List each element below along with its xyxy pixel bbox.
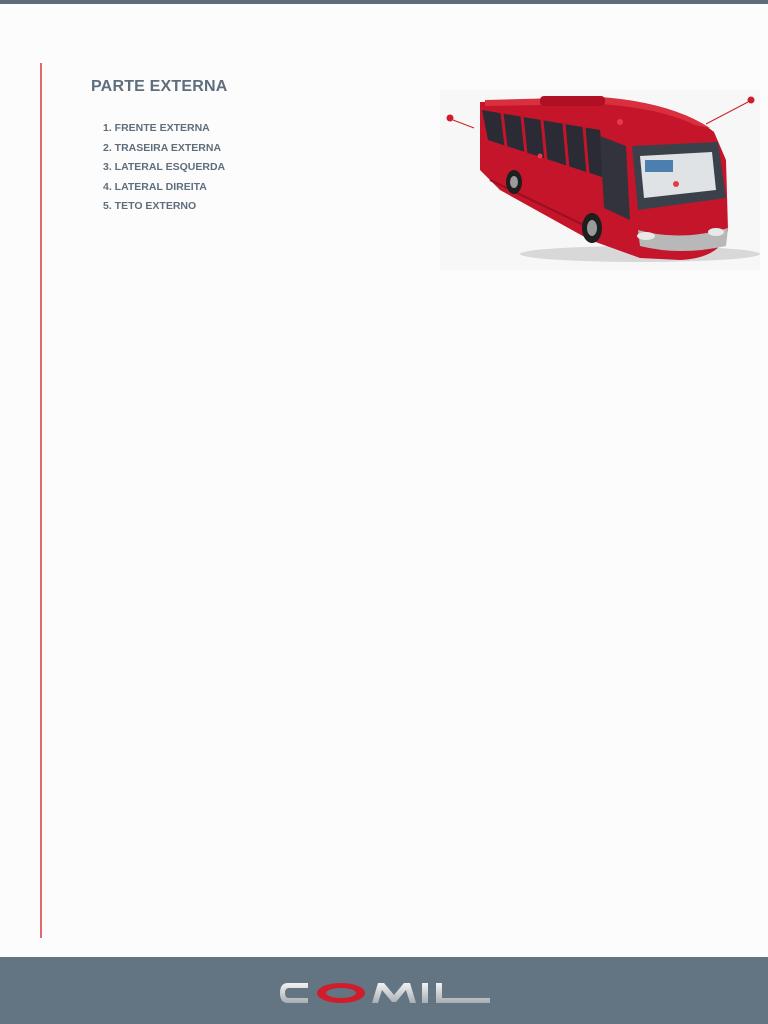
index-item[interactable]: 2. TRASEIRA EXTERNA bbox=[103, 141, 222, 154]
index-item[interactable]: 4. LATERAL DIREITA bbox=[103, 180, 207, 193]
margin-rule bbox=[40, 63, 42, 938]
index-item[interactable]: 5. TETO EXTERNO bbox=[103, 200, 197, 212]
bus-illustration bbox=[440, 90, 760, 270]
comil-logo bbox=[278, 980, 492, 1006]
section-title: PARTE EXTERNA bbox=[91, 78, 228, 95]
index-item[interactable]: 3. LATERAL ESQUERDA bbox=[103, 161, 226, 173]
index-item[interactable]: 1. FRENTE EXTERNA bbox=[103, 122, 210, 134]
section-index bbox=[103, 119, 225, 217]
top-divider bbox=[0, 0, 768, 4]
